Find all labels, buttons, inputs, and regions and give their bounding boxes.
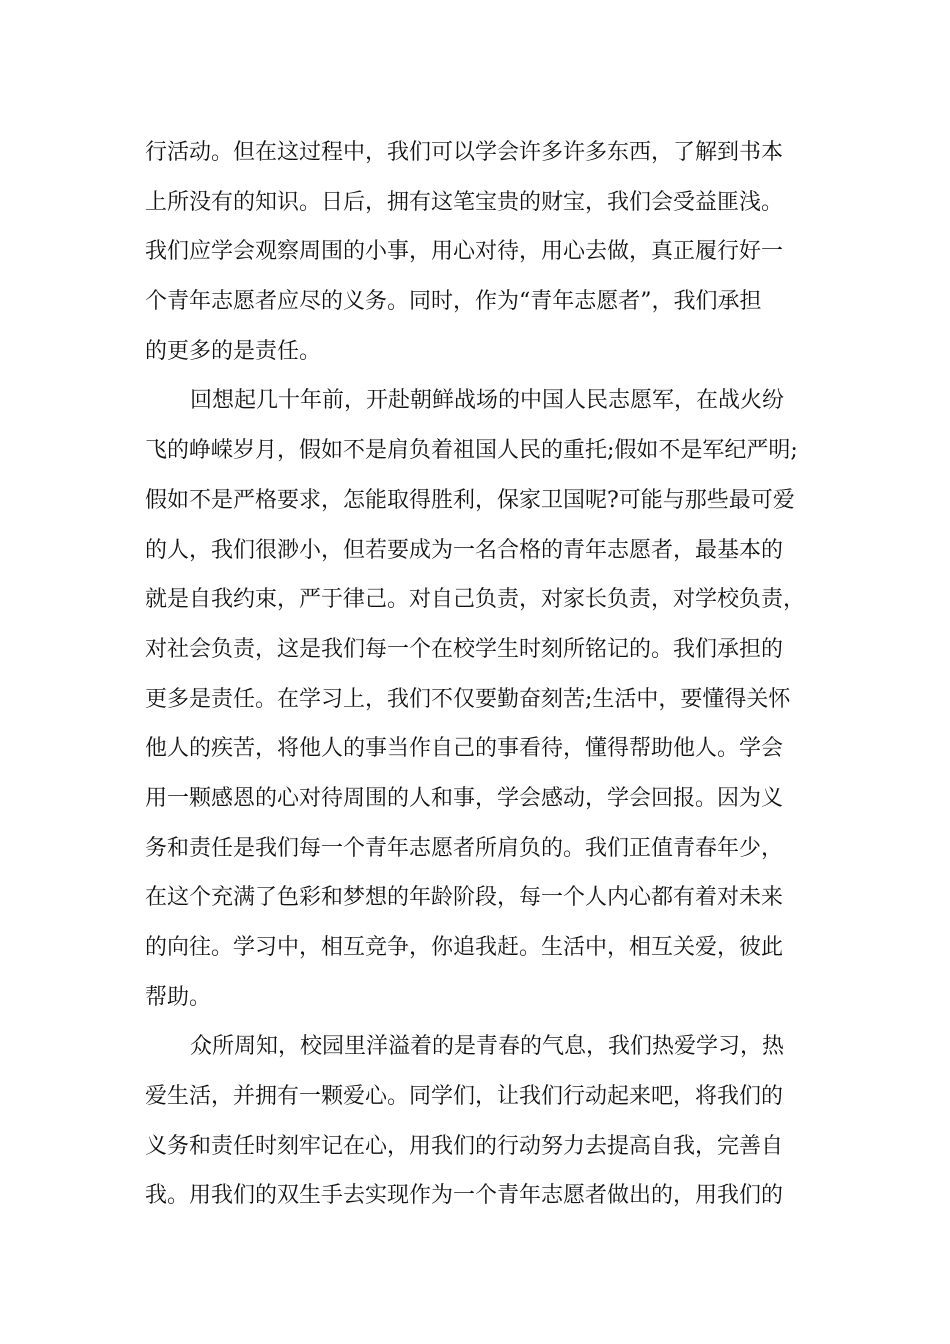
text-line: 就是自我约束，严于律己。对自己负责，对家长负责，对学校负责，: [145, 587, 806, 613]
paragraph-start-line: 回想起几十年前，开赴朝鲜战场的中国人民志愿军，在战火纷: [190, 388, 785, 414]
text-line: 务和责任是我们每一个青年志愿者所肩负的。我们正值青春年少，: [145, 835, 784, 861]
text-line: 假如不是严格要求，怎能取得胜利，保家卫国呢?可能与那些最可爱: [145, 487, 795, 513]
text-line: 个青年志愿者应尽的义务。同时，作为“青年志愿者”，我们承担: [145, 289, 762, 315]
text-line: 帮助。: [145, 984, 212, 1010]
text-line: 爱生活，并拥有一颗爱心。同学们，让我们行动起来吧，将我们的: [145, 1084, 784, 1110]
text-line: 的向往。学习中，相互竞争，你追我赶。生活中，相互关爱，彼此: [145, 935, 784, 960]
text-line: 对社会负责，这是我们每一个在校学生时刻所铭记的。我们承担的: [145, 636, 784, 662]
text-line: 行活动。但在这过程中，我们可以学会许多许多东西，了解到书本: [145, 140, 784, 165]
text-line: 飞的峥嵘岁月，假如不是肩负着祖国人民的重托;假如不是军纪严明;: [145, 438, 798, 464]
text-line: 他人的疾苦，将他人的事当作自己的事看待，懂得帮助他人。学会: [145, 736, 784, 762]
text-line: 更多是责任。在学习上，我们不仅要勤奋刻苦;生活中，要懂得关怀: [145, 686, 791, 712]
text-line: 我们应学会观察周围的小事，用心对待，用心去做，真正履行好一: [145, 239, 784, 265]
body-text: [145, 128, 825, 1221]
text-line: 用一颗感恩的心对待周围的人和事，学会感动，学会回报。因为义: [145, 785, 784, 811]
text-line: 的人，我们很渺小，但若要成为一名合格的青年志愿者，最基本的: [145, 537, 784, 563]
text-line: 上所没有的知识。日后，拥有这笔宝贵的财宝，我们会受益匪浅。: [145, 189, 784, 215]
text-line: 的更多的是责任。: [145, 338, 322, 364]
text-line: 在这个充满了色彩和梦想的年龄阶段，每一个人内心都有着对未来: [145, 885, 784, 911]
text-line: 义务和责任时刻牢记在心，用我们的行动努力去提高自我，完善自: [145, 1133, 784, 1159]
text-line: 我。用我们的双生手去实现作为一个青年志愿者做出的，用我们的: [145, 1183, 784, 1209]
paragraph-start-line: 众所周知，校园里洋溢着的是青春的气息，我们热爱学习，热: [190, 1034, 785, 1060]
